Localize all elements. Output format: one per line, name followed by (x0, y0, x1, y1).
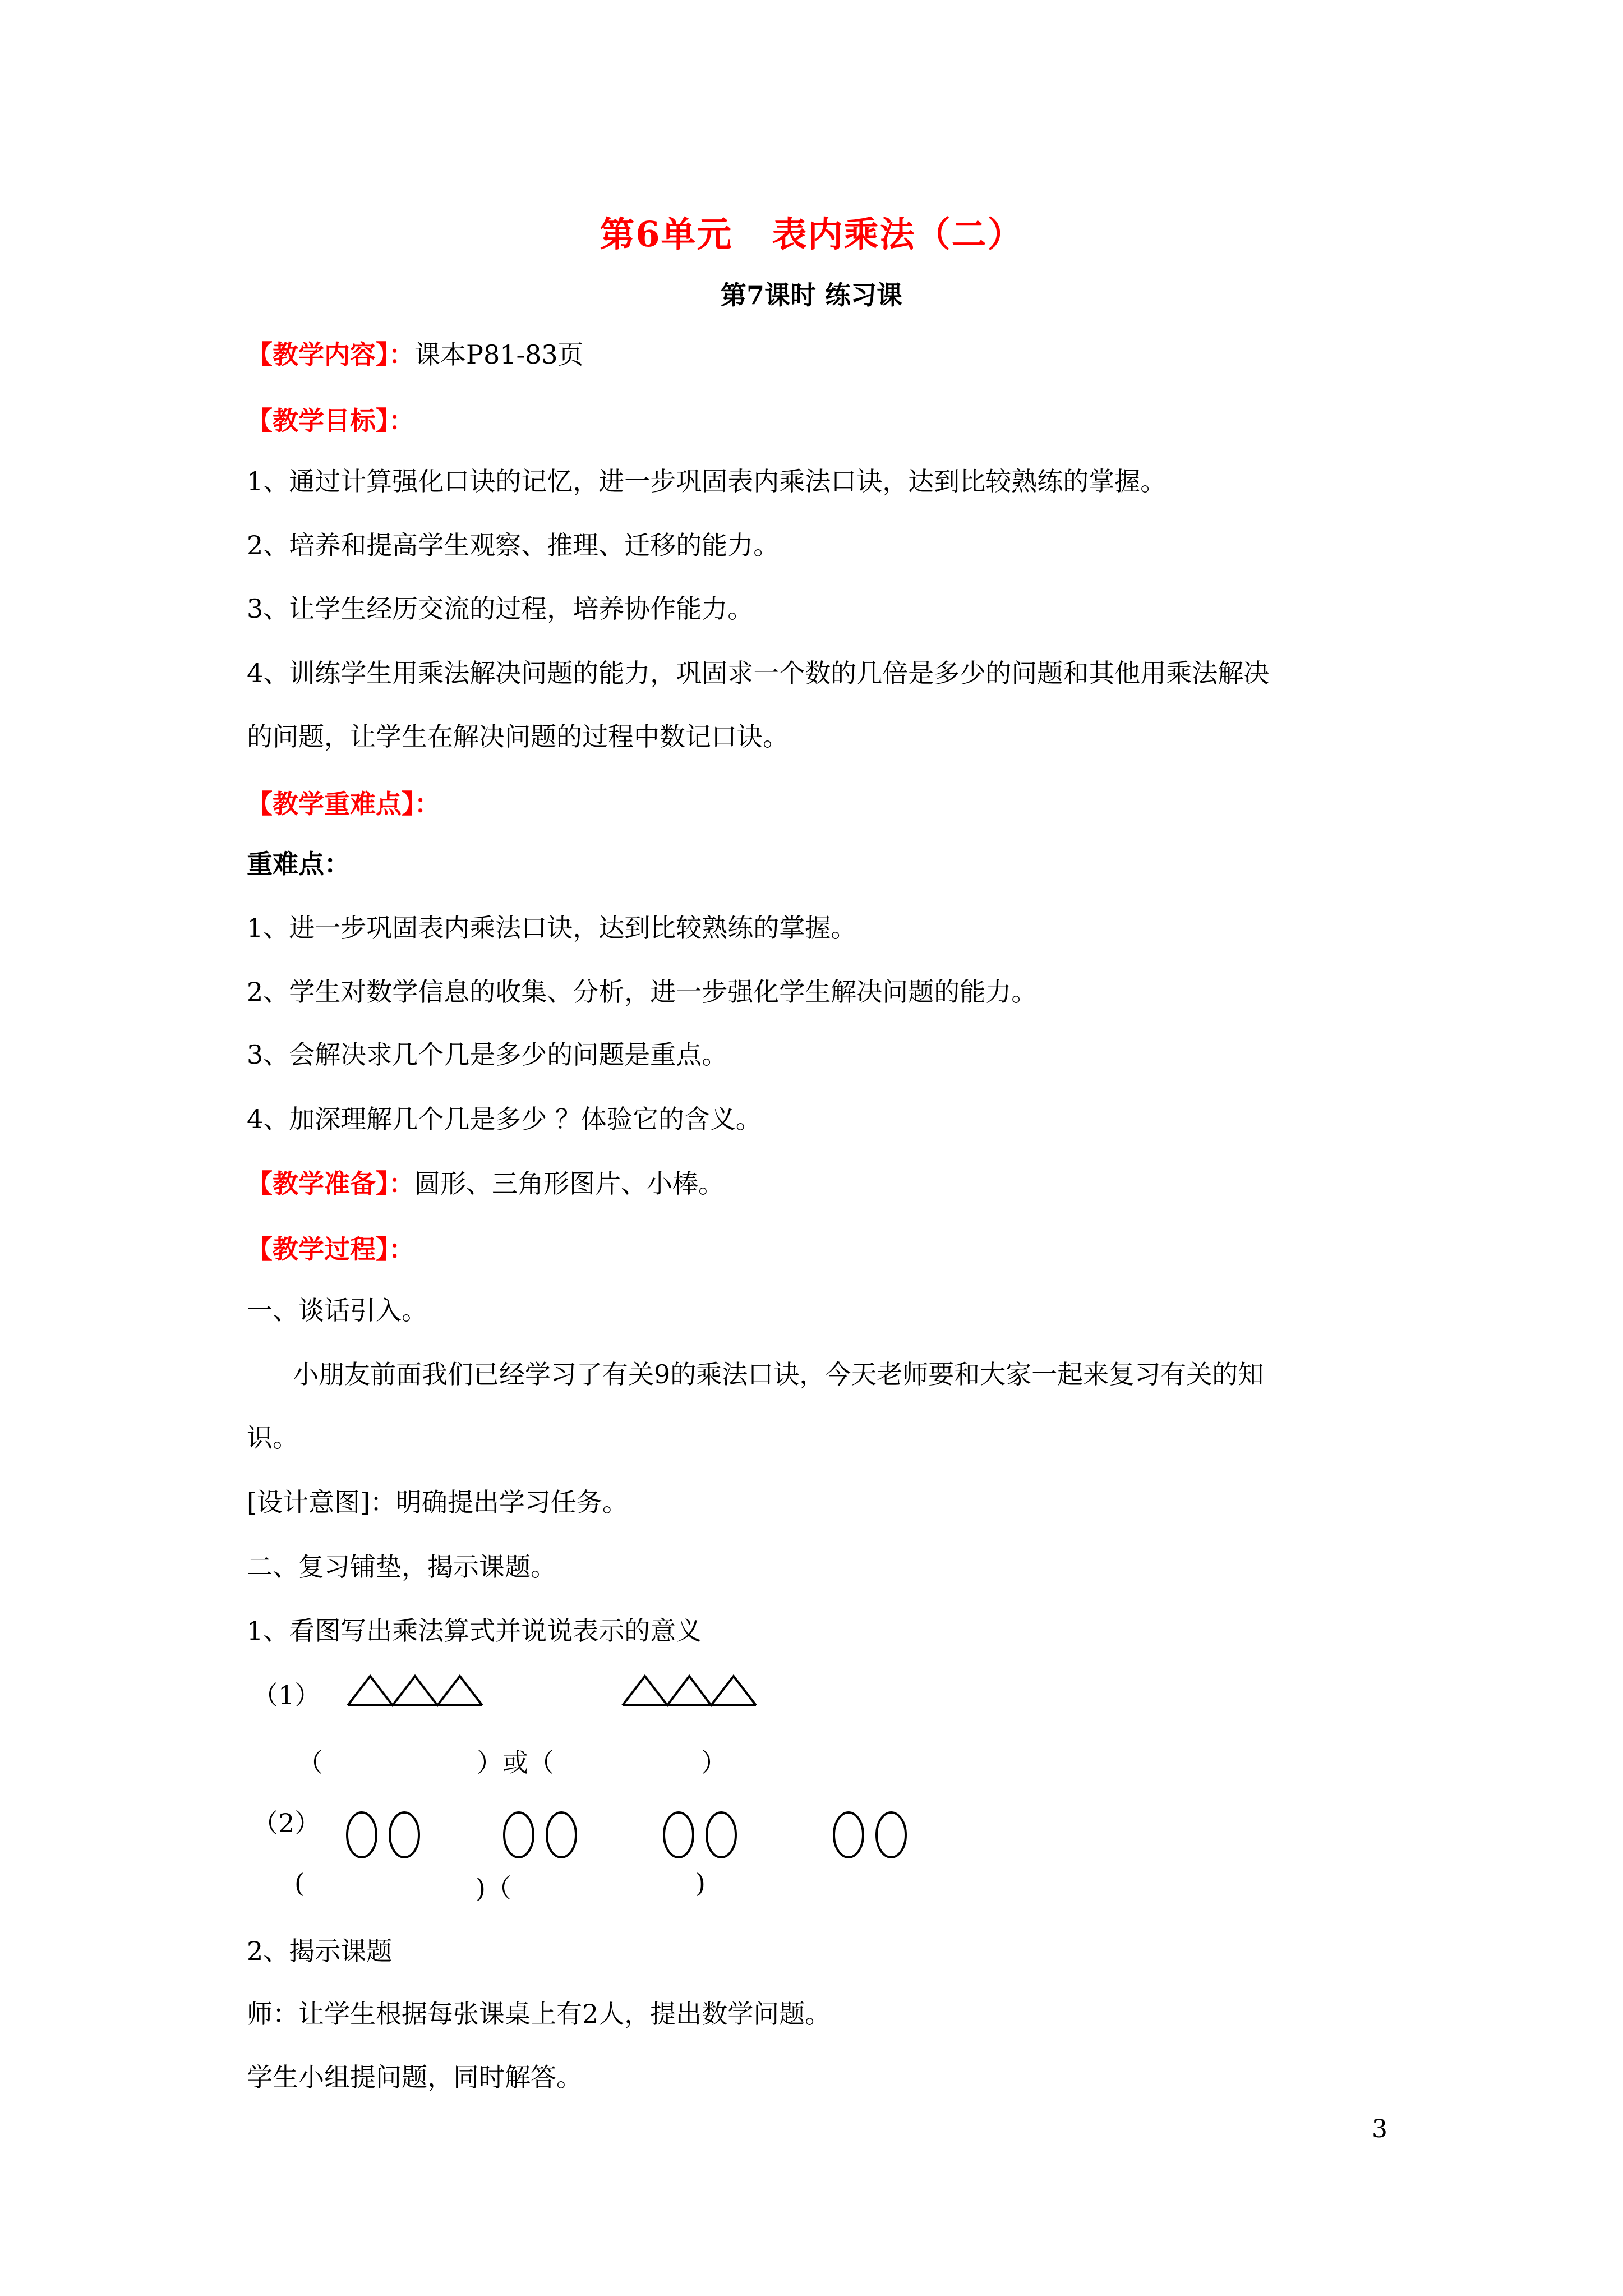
oval-pair-3 (662, 1810, 740, 1860)
oval-pair-2 (502, 1810, 580, 1860)
key-item: 1、进一步巩固表内乘法口诀，达到比较熟练的掌握。 (247, 913, 857, 943)
section-label: 【教学内容】： (247, 339, 414, 370)
goal-item: 4、训练学生用乘法解决问题的能力，巩固求一个数的几倍是多少的问题和其他用乘法解决 (247, 658, 1270, 688)
answer-paren-middle: )（ (476, 1873, 511, 1903)
page-number: 3 (1372, 2115, 1387, 2143)
paragraph: 师：让学生根据每张课桌上有2人，提出数学问题。 (247, 1999, 831, 2029)
key-subheading: 重难点： (247, 849, 350, 879)
teaching-content (247, 338, 584, 371)
section-label: 【教学目标】： (247, 406, 414, 436)
triangle-group-1 (348, 1673, 482, 1708)
exercise-item: 2、揭示课题 (247, 1936, 393, 1966)
answer-paren-middle: ）或（ (477, 1747, 554, 1778)
question-number: （2） (252, 1808, 321, 1838)
oval-pair-4 (832, 1810, 910, 1860)
step-heading: 一、谈话引入。 (247, 1295, 427, 1326)
page-title (0, 206, 1623, 256)
prep-text: 圆形、三角形图片、小棒。 (414, 1168, 724, 1199)
paragraph: 识。 (247, 1423, 298, 1453)
goal-item: 3、让学生经历交流的过程，培养协作能力。 (247, 593, 754, 624)
key-item: 3、会解决求几个几是多少的问题是重点。 (247, 1039, 728, 1070)
oval-pair-1 (345, 1810, 423, 1860)
section-label: 【教学过程】： (247, 1234, 414, 1264)
paragraph: 学生小组提问题，同时解答。 (247, 2062, 582, 2092)
answer-paren-close: ) (695, 1868, 706, 1898)
design-note: [设计意图]：明确提出学习任务。 (247, 1487, 628, 1517)
content-text: 课本P81-83页 (414, 339, 584, 370)
goal-item: 的问题，让学生在解决问题的过程中数记口诀。 (247, 721, 789, 752)
question-number: （1） (252, 1680, 321, 1710)
step-heading: 二、复习铺垫，揭示课题。 (247, 1552, 556, 1582)
key-item: 4、加深理解几个几是多少 ？体验它的含义。 (247, 1104, 762, 1134)
exercise-item: 1、看图写出乘法算式并说说表示的意义 (247, 1616, 702, 1646)
section-label: 【教学重难点】： (247, 789, 440, 819)
teaching-prep (247, 1167, 724, 1200)
title-topic: 表内乘法（二） (772, 214, 1023, 255)
section-label: 【教学准备】： (247, 1168, 414, 1199)
answer-paren-open: ( (294, 1868, 305, 1898)
lesson-subtitle: 第7课时 练习课 (720, 280, 903, 310)
paragraph: 小朋友前面我们已经学习了有关9的乘法口诀，今天老师要和大家一起来复习有关的知 (293, 1359, 1264, 1389)
goal-item: 1、通过计算强化口诀的记忆，进一步巩固表内乘法口诀，达到比较熟练的掌握。 (247, 466, 1166, 496)
key-item: 2、学生对数学信息的收集、分析，进一步强化学生解决问题的能力。 (247, 977, 1038, 1007)
title-unit: 第6单元 (600, 214, 733, 255)
answer-paren-close: ） (701, 1747, 727, 1778)
answer-paren-open: （ (297, 1747, 323, 1778)
goal-item: 2、培养和提高学生观察、推理、迁移的能力。 (247, 530, 780, 560)
triangle-group-2 (623, 1673, 756, 1708)
